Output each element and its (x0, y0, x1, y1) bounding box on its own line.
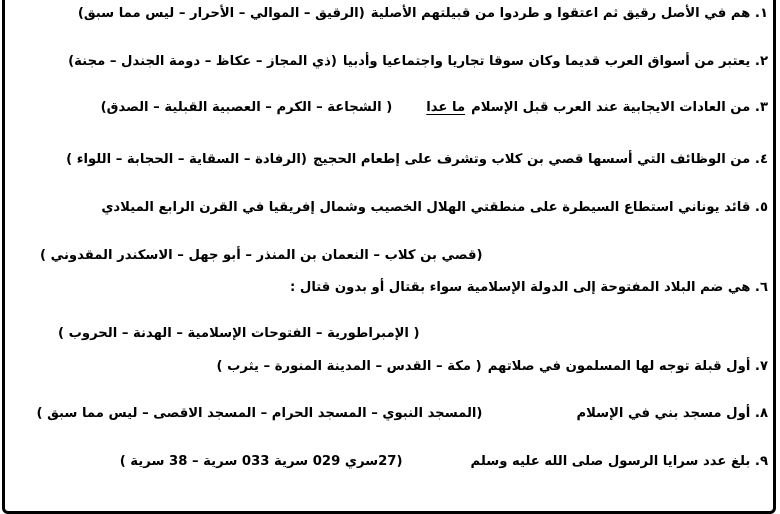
question-text: ٦. هي ضم البلاد المفتوحة إلى الدولة الإسلامية سواء بقتال أو بدون قتال : (290, 280, 768, 295)
question-1 (12, 4, 768, 24)
question-3 (12, 98, 768, 118)
question-text: ٩. بلغ عدد سرايا الرسول صلى الله عليه وسلم (470, 454, 768, 469)
question-text: ٨. أول مسجد بني في الإسلام (576, 406, 768, 421)
question-options: ( الإمبراطورية – الفتوحات الإسلامية – الهدنة – الحروب ) (58, 326, 420, 341)
question-7 (12, 357, 768, 377)
question-text: ٧. أول قبلة توجه لها المسلمون في صلاتهم (487, 359, 768, 374)
question-options: ( الشجاعة – الكرم – العصبية القبلية – الصدق) (100, 100, 393, 115)
question-underlined-text: ما عدا (426, 100, 466, 115)
question-text: ٤. من الوظائف التي أسسها قصي بن كلاب وتشرف على إطعام الحجيج (312, 152, 768, 167)
question-8 (12, 404, 768, 424)
question-5-options-line (40, 246, 483, 266)
question-9 (12, 452, 768, 472)
question-options: ( مكة – القدس – المدينة المنورة – يثرب ) (216, 359, 482, 374)
question-text: ١. هم في الأصل رقيق ثم اعتقوا و طردوا من قبيلتهم الأصلية (370, 6, 768, 21)
question-options: (الرقيق – الموالي – الأحرار – ليس مما سبق) (77, 6, 365, 21)
question-options: (27سري 029 سرية 033 سرية – 38 سرية ) (119, 454, 403, 469)
question-text: ٥. قائد يوناني استطاع السيطرة على منطقتي الهلال الخصيب وشمال إفريقيا في القرن الرابع الميلادي (101, 200, 768, 215)
question-6 (12, 278, 768, 298)
question-options: (المسجد النبوي – المسجد الحرام – المسجد الاقصى – ليس مما سبق ) (36, 406, 483, 421)
question-options: (ذي المجاز – عكاظ – دومة الجندل – مجنة) (68, 54, 337, 69)
question-options: (قصي بن كلاب – النعمان بن المنذر – أبو جهل – الاسكندر المقدوني ) (40, 248, 483, 263)
question-text: ٢. يعتبر من أسواق العرب قديما وكان سوقا تجاريا واجتماعيا وأدبيا (342, 54, 768, 69)
question-options: (الرفادة – السقاية – الحجابة – اللواء ) (66, 152, 307, 167)
question-2 (12, 52, 768, 72)
question-4 (12, 150, 768, 170)
question-5 (12, 198, 768, 218)
question-text: ٣. من العادات الايجابية عند العرب قبل الإسلام (471, 100, 768, 115)
question-6-options-line (58, 324, 420, 344)
